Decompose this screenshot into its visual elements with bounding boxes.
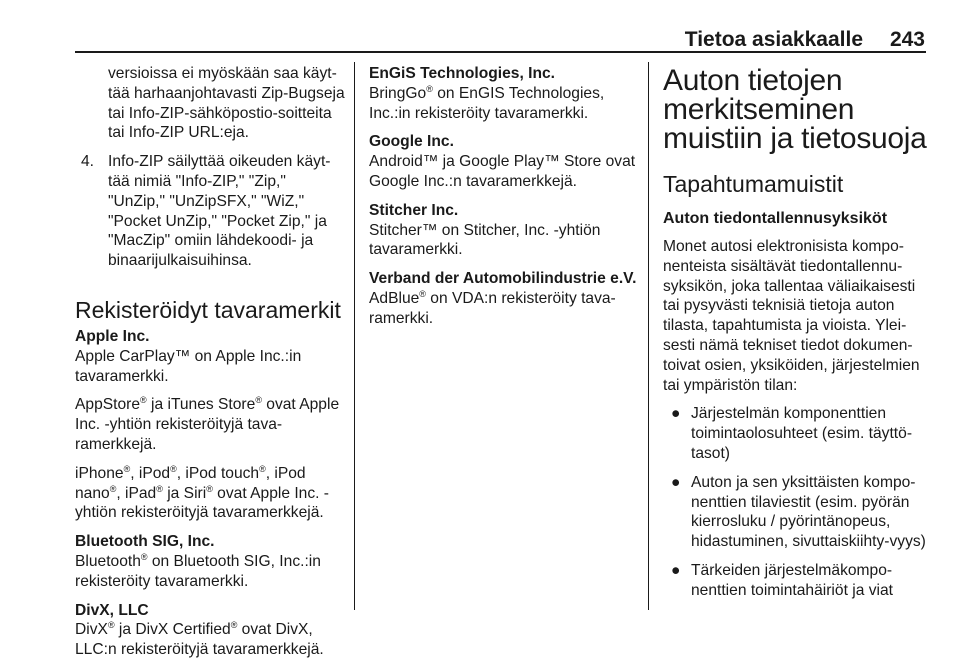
entry-body: Stitcher™ on Stitcher, Inc. -yhtiön tavaramerkki.: [369, 221, 601, 259]
main-heading: Auton tietojen merkitseminen muistiin ja tietosuoja: [663, 64, 927, 155]
entry-title: Verband der Automobilindustrie e.V.: [369, 270, 637, 288]
bullet-text: Auton ja sen yksittäisten kompo-nenttien tilaviestit (esim. pyörän kierrosluku / pyörintänopeus, hidastuminen, sivuttaiskiihty-vyys): [691, 473, 926, 551]
registered-mark: ®: [206, 483, 213, 494]
list-number: 4.: [80, 153, 94, 171]
entry-body: Android™ ja Google Play™ Store ovat Google Inc.:n tavaramerkkejä.: [369, 153, 636, 190]
entry-stitcher: [369, 201, 639, 260]
registered-mark: ®: [123, 463, 131, 474]
entry-body: Apple CarPlay™ on Apple Inc.:in tavaramerkki.: [75, 347, 302, 385]
bullet-item: [663, 473, 928, 552]
entry-body: AdBlue® on VDA:n rekisteröity tava-ramerkki.: [369, 288, 616, 327]
entry-google: [369, 132, 639, 191]
registered-mark: ®: [140, 395, 147, 406]
running-title: Tietoa asiakkaalle: [684, 28, 863, 51]
list-item-continuation: versioissa ei myöskään saa käyt-tää harhaanjohtavasti Zip-Bugseja tai Info-ZIP-sähköpostio-soitteita tai Info-ZIP URL:eja.: [108, 65, 345, 142]
registered-mark: ®: [419, 288, 426, 299]
entry-iphone: [75, 464, 345, 523]
bullet-text: Järjestelmän komponenttien toimintaolosuhteet (esim. täyttö-tasot): [691, 405, 913, 462]
column-divider-1: [354, 62, 355, 610]
registered-mark: ®: [230, 620, 238, 631]
list-item-4: [75, 152, 345, 271]
registered-mark: ®: [109, 483, 117, 494]
entry-apple: [75, 327, 345, 386]
registered-mark: ®: [259, 463, 266, 474]
bullet-icon: ●: [671, 473, 681, 491]
registered-mark: ®: [255, 395, 262, 406]
entry-divx: [75, 601, 345, 660]
entry-vda: [369, 269, 639, 328]
column-1: [75, 64, 345, 669]
intro-paragraph: Monet autosi elektronisista kompo-nenteista sisältävät tiedontallennu-syksikön, joka tallentaa väliaikaisesti tai pysyvästi teknisiä tietoja auton tilasta, tapahtumista ja vioista. Ylei-sesti nämä tekniset tiedot dokumen-toivat osien, yksiköiden, järjestelmien tai ympäristön tilan:: [663, 238, 920, 394]
column-divider-2: [648, 62, 649, 610]
section-heading-trademarks: Rekisteröidyt tavaramerkit: [75, 296, 341, 323]
registered-mark: ®: [156, 483, 163, 494]
entry-body: DivX® ja DivX Certified® ovat DivX, LLC:n rekisteröityjä tavaramerkkejä.: [75, 620, 324, 659]
registered-mark: ®: [140, 551, 148, 562]
bullet-icon: ●: [671, 405, 681, 423]
list-item-text: Info-ZIP säilyttää oikeuden käyt-tää nimiä "Info-ZIP," "Zip," "UnZip," "UnZipSFX," "WiZ," "Pocket UnZip," "Pocket Zip," ja "MacZip" omiin lähdekoodi- ja binaarijulkaisuihinsa.: [108, 153, 331, 270]
entry-body: BringGo® on EnGIS Technologies, Inc.:in rekisteröity tavaramerkki.: [369, 83, 605, 122]
entry-body: Bluetooth® on Bluetooth SIG, Inc.:in rekisteröity tavaramerkki.: [75, 551, 321, 590]
entry-engis: [369, 64, 639, 123]
entry-title: EnGiS Technologies, Inc.: [369, 65, 555, 82]
entry-bluetooth: [75, 532, 345, 591]
column-2: [369, 64, 639, 338]
entry-title: DivX, LLC: [75, 601, 149, 619]
bullet-icon: ●: [671, 561, 681, 579]
page-number: 243: [889, 28, 925, 51]
registered-mark: ®: [426, 83, 433, 94]
entry-title: Google Inc.: [369, 133, 454, 151]
column-3: [663, 66, 928, 601]
subsub-heading: Auton tiedontallennusyksiköt: [663, 210, 888, 227]
bullet-item: [663, 561, 928, 601]
entry-title: Bluetooth SIG, Inc.: [75, 533, 215, 551]
entry-body: iPhone®, iPod®, iPod touch®, iPod nano®, iPad® ja Siri® ovat Apple Inc. -yhtiön rekisteröityjä tavaramerkkejä.: [75, 463, 329, 522]
page-header: [75, 28, 925, 51]
entry-appstore: [75, 395, 345, 454]
entry-title: Apple Inc.: [75, 327, 150, 345]
entry-title: Stitcher Inc.: [369, 201, 459, 219]
registered-mark: ®: [107, 620, 115, 631]
bullet-item: [663, 404, 928, 463]
entry-body: AppStore® ja iTunes Store® ovat Apple Inc. -yhtiön rekisteröityjä tava-ramerkkejä.: [75, 395, 340, 453]
header-divider: [75, 51, 926, 53]
registered-mark: ®: [170, 463, 177, 474]
bullet-text: Tärkeiden järjestelmäkompo-nenttien toimintahäiriöt ja viat: [691, 561, 893, 599]
sub-heading: Tapahtumamuistit: [663, 171, 844, 197]
